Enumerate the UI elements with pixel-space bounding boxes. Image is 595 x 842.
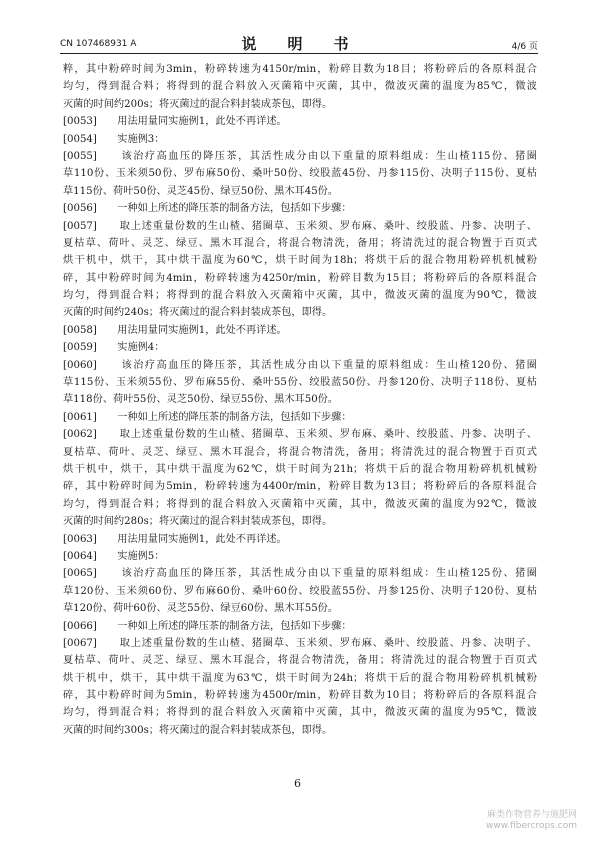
text-line: 草120份、荷叶60份、灵芝55份、绿豆60份、黑木耳55份。 (63, 603, 339, 615)
page-count: 4/6 页 (511, 42, 538, 52)
text-line: 草110份、玉米须50份、罗布麻50份、桑叶50份、绞股蓝45份、丹参115份、决明子115份、夏枯 (63, 168, 537, 180)
text-line: 碎，其中粉碎时间为4min，粉碎转速为4250r/min，粉碎目数为15目；将粉碎后的各原料混合 (63, 272, 537, 284)
text-line: [0066] 一种如上所述的降压茶的制备方法，包括如下步骤： (63, 620, 352, 632)
text-line: 灭菌的时间约200s；将灭菌过的混合料封装成茶包，即得。 (63, 98, 333, 110)
text-line: [0058] 用法用量同实施例1，此处不再详述。 (63, 324, 287, 336)
text-line: 碎，其中粉碎时间为5min，粉碎转速为4500r/min，粉碎目数为10目；将粉碎后的各原料混合 (63, 690, 537, 702)
text-line: 灭菌的时间约300s；将灭菌过的混合料封装成茶包，即得。 (63, 724, 333, 736)
text-line: [0055] 该治疗高血压的降压茶，其活性成分由以下重量的原料组成：生山楂115份、猪圈 (63, 150, 537, 162)
document-body (63, 61, 537, 739)
text-line: [0059] 实施例4： (63, 342, 165, 354)
text-line: 均匀，得到混合料；将得到的混合料放入灭菌箱中灭菌，其中，微波灭菌的温度为95℃，微波 (63, 707, 537, 719)
text-line: 草115份、荷叶50份、灵芝45份、绿豆50份、黑木耳45份。 (63, 185, 339, 197)
watermark-cn: 麻类作物营养与施肥网 (486, 810, 577, 820)
text-line: 均匀，得到混合料；将得到的混合料放入灭菌箱中灭菌，其中，微波灭菌的温度为90℃，微波 (63, 290, 537, 302)
text-line: 烘干机中，烘干，其中烘干温度为63℃，烘干时间为24h；将烘干后的混合物用粉碎机机械粉 (63, 672, 537, 684)
text-line: [0060] 该治疗高血压的降压茶，其活性成分由以下重量的原料组成：生山楂120份、猪圈 (63, 359, 537, 371)
text-line: [0057] 取上述重量份数的生山楂、猪圈草、玉米须、罗布麻、桑叶、绞股蓝、丹参、决明子、 (63, 220, 537, 232)
watermark-en: www.fibercrops.com (486, 821, 577, 831)
text-line: [0065] 该治疗高血压的降压茶，其活性成分由以下重量的原料组成：生山楂125份、猪圈 (63, 568, 537, 580)
publication-number: CN 107468931 A (60, 39, 137, 49)
text-line: 均匀，得到混合料；将得到的混合料放入灭菌箱中灭菌，其中，微波灭菌的温度为92℃，微波 (63, 498, 537, 510)
text-line: [0062] 取上述重量份数的生山楂、猪圈草、玉米须、罗布麻、桑叶、绞股蓝、丹参、决明子、 (63, 429, 537, 441)
text-line: 草118份、荷叶55份、灵芝50份、绿豆55份、黑木耳50份。 (63, 394, 339, 406)
text-line: [0064] 实施例5： (63, 550, 165, 562)
text-line: 夏枯草、荷叶、灵芝、绿豆、黑木耳混合，将混合物清洗，备用；将清洗过的混合物置于百页式 (63, 446, 537, 458)
text-line: [0056] 一种如上所述的降压茶的制备方法，包括如下步骤： (63, 203, 352, 215)
text-line: 碎，其中粉碎时间为5min，粉碎转速为4400r/min，粉碎目数为13目；将粉碎后的各原料混合 (63, 481, 537, 493)
text-line: 粹，其中粉碎时间为3min，粉碎转速为4150r/min，粉碎目数为18目；将粉碎后的各原料混合 (63, 64, 537, 75)
text-line: 灭菌的时间约240s；将灭菌过的混合料封装成茶包，即得。 (63, 307, 333, 319)
text-line: [0063] 用法用量同实施例1，此处不再详述。 (63, 533, 287, 545)
text-line: 均匀，得到混合料；将得到的混合料放入灭菌箱中灭菌，其中，微波灭菌的温度为85℃，微波 (63, 81, 537, 93)
page-number: 6 (294, 777, 301, 790)
text-line: 夏枯草、荷叶、灵芝、绿豆、黑木耳混合，将混合物清洗，备用；将清洗过的混合物置于百页式 (63, 655, 537, 667)
text-line: 夏枯草、荷叶、灵芝、绿豆、黑木耳混合，将混合物清洗，备用；将清洗过的混合物置于百页式 (63, 237, 537, 249)
text-line: 烘干机中，烘干，其中烘干温度为60℃，烘干时间为18h；将烘干后的混合物用粉碎机机械粉 (63, 255, 537, 267)
text-line: 烘干机中，烘干，其中烘干温度为62℃，烘干时间为21h；将烘干后的混合物用粉碎机机械粉 (63, 463, 537, 475)
text-line: 灭菌的时间约280s；将灭菌过的混合料封装成茶包，即得。 (63, 516, 333, 528)
document-title: 说 明 书 (241, 35, 357, 53)
page-header (60, 33, 538, 54)
text-line: [0054] 实施例3： (63, 133, 165, 145)
text-line: 草120份、玉米须60份、罗布麻60份、桑叶60份、绞股蓝55份、丹参125份、决明子120份、夏枯 (63, 585, 537, 597)
text-line: [0061] 一种如上所述的降压茶的制备方法，包括如下步骤： (63, 411, 352, 423)
text-line: [0053] 用法用量同实施例1，此处不再详述。 (63, 116, 287, 128)
text-line: 草115份、玉米须55份、罗布麻55份、桑叶55份、绞股蓝50份、丹参120份、决明子118份、夏枯 (63, 377, 537, 389)
site-watermark (417, 810, 577, 832)
text-line: [0067] 取上述重量份数的生山楂、猪圈草、玉米须、罗布麻、桑叶、绞股蓝、丹参、决明子、 (63, 637, 537, 649)
